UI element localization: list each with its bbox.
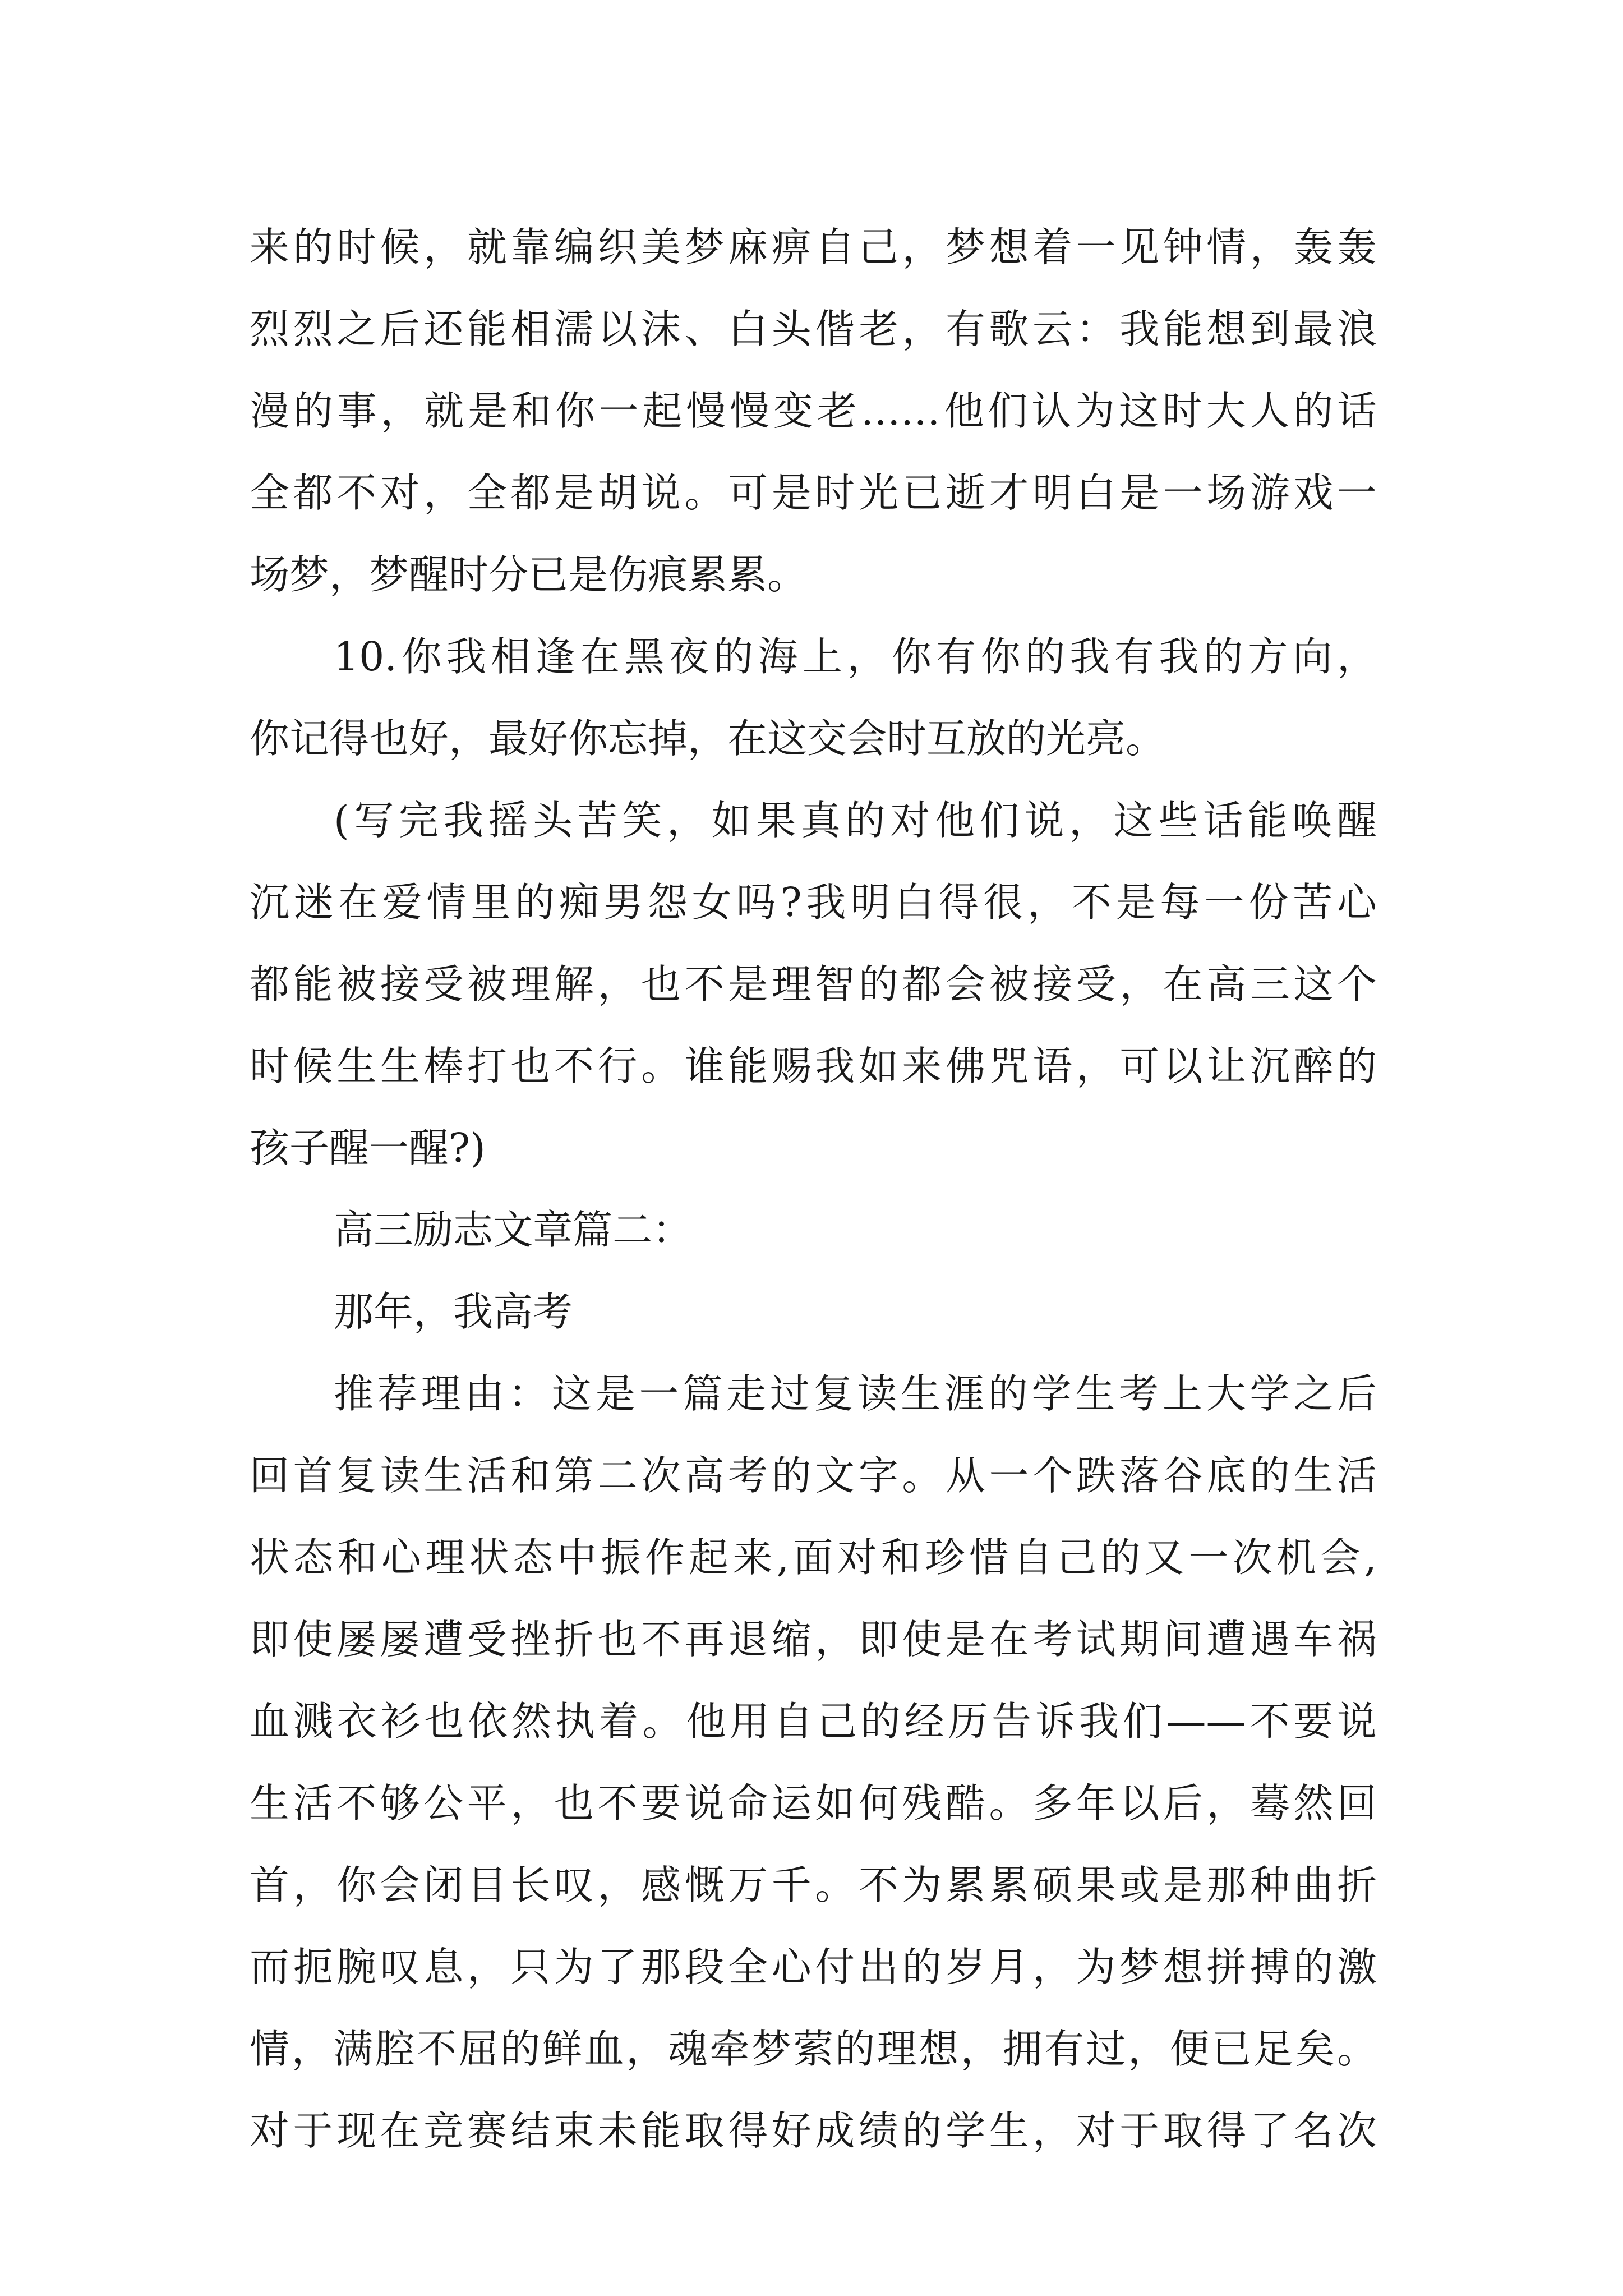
text-line: 首，你会闭目长叹，感慨万千。不为累累硕果或是那种曲折: [250, 1862, 1377, 1908]
text-line: (写完我摇头苦笑，如果真的对他们说，这些话能唤醒: [334, 797, 1377, 844]
text-line: 烈烈之后还能相濡以沫、白头偕老，有歌云：我能想到最浪: [250, 306, 1377, 352]
article-title: 那年，我高考: [334, 1289, 573, 1335]
text-line: 推荐理由：这是一篇走过复读生涯的学生考上大学之后: [334, 1370, 1377, 1417]
text-line: 全都不对，全都是胡说。可是时光已逝才明白是一场游戏一: [250, 470, 1377, 516]
text-line: 而扼腕叹息，只为了那段全心付出的岁月，为梦想拼搏的激: [250, 1944, 1377, 1990]
text-line: 孩子醒一醒?): [250, 1125, 486, 1171]
text-line: 都能被接受被理解，也不是理智的都会被接受，在高三这个: [250, 961, 1377, 1007]
text-line: 生活不够公平，也不要说命运如何残酷。多年以后，蓦然回: [250, 1780, 1377, 1826]
text-line: 对于现在竞赛结束未能取得好成绩的学生，对于取得了名次: [250, 2108, 1377, 2154]
text-line: 血溅衣衫也依然执着。他用自己的经历告诉我们——不要说: [250, 1698, 1377, 1745]
text-line: 场梦，梦醒时分已是伤痕累累。: [250, 551, 808, 598]
section-heading: 高三励志文章篇二：: [334, 1207, 693, 1253]
text-line: 时候生生棒打也不行。谁能赐我如来佛咒语，可以让沉醉的: [250, 1043, 1377, 1089]
text-line: 漫的事，就是和你一起慢慢变老……他们认为这时大人的话: [250, 388, 1377, 434]
text-line: 状态和心理状态中振作起来,面对和珍惜自己的又一次机会,: [250, 1534, 1377, 1581]
text-line: 回首复读生活和第二次高考的文字。从一个跌落谷底的生活: [250, 1452, 1377, 1499]
text-line: 情，满腔不屈的鲜血，魂牵梦萦的理想，拥有过，便已足矣。: [250, 2026, 1377, 2072]
text-line: 沉迷在爱情里的痴男怨女吗?我明白得很，不是每一份苦心: [250, 879, 1377, 926]
text-line: 你记得也好，最好你忘掉，在这交会时互放的光亮。: [250, 715, 1166, 762]
text-line: 10.你我相逢在黑夜的海上，你有你的我有我的方向，: [334, 633, 1377, 680]
body-text: [250, 206, 1377, 2172]
text-line: 来的时候，就靠编织美梦麻痹自己，梦想着一见钟情，轰轰: [250, 224, 1377, 270]
text-line: 即使屡屡遭受挫折也不再退缩，即使是在考试期间遭遇车祸: [250, 1616, 1377, 1663]
